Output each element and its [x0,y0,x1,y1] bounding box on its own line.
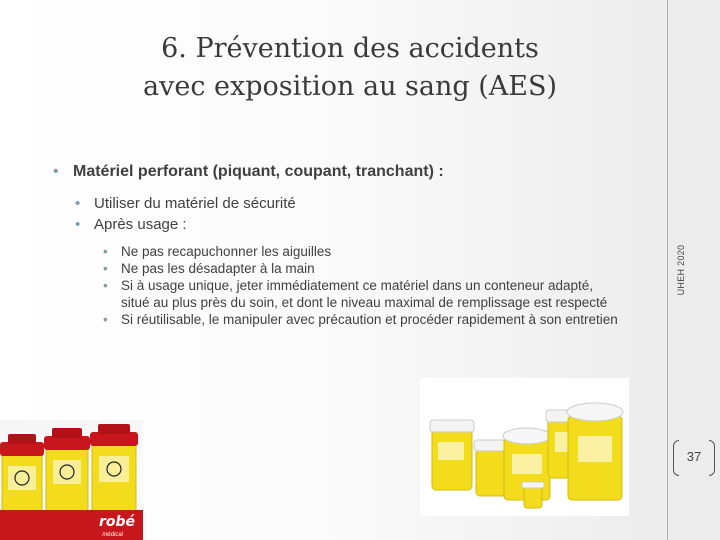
slide-title [70,30,630,106]
title-line-1: 6. Prévention des accidents [161,33,539,64]
sharps-container [430,420,474,490]
title-line-2: avec exposition au sang (AES) [142,71,558,102]
sharps-container [522,482,544,508]
sharps-container [0,434,44,520]
sidebar-divider [667,0,668,540]
sharps-containers-photo-left [0,420,143,540]
bullet-item: • Si à usage unique, jeter immédiatement ce matériel dans un conteneur adapté, situé au plus près du soin, et dont le niveau maximal de remplissage est respecté [103,277,623,311]
brand-band [0,510,143,540]
bullet-item: • Ne pas les désadapter à la main [103,260,623,277]
brand-subtitle: médical [102,532,123,538]
bullet-list-level-3 [103,243,623,328]
bullet-list-level-1 [53,161,613,183]
sharps-containers-photo-right [420,378,629,516]
sharps-containers-group-illustration [420,378,629,516]
sharps-container [44,428,90,520]
bullet-list-level-2 [75,193,615,235]
page-number: 37 [686,449,702,464]
bullet-item: • Matériel perforant (piquant, coupant, tranchant) : [53,161,613,183]
side-label: UHEH 2020 [676,244,686,296]
page-number-badge [673,440,715,478]
bullet-item: • Si réutilisable, le manipuler avec précaution et procéder rapidement à son entretien [103,311,623,328]
sharps-container [567,403,623,500]
sharps-container [90,424,138,520]
bullet-item: • Après usage : [75,214,615,235]
brand-logo: robé [98,514,135,530]
bullet-item: • Utiliser du matériel de sécurité [75,193,615,214]
bullet-item: • Ne pas recapuchonner les aiguilles [103,243,623,260]
